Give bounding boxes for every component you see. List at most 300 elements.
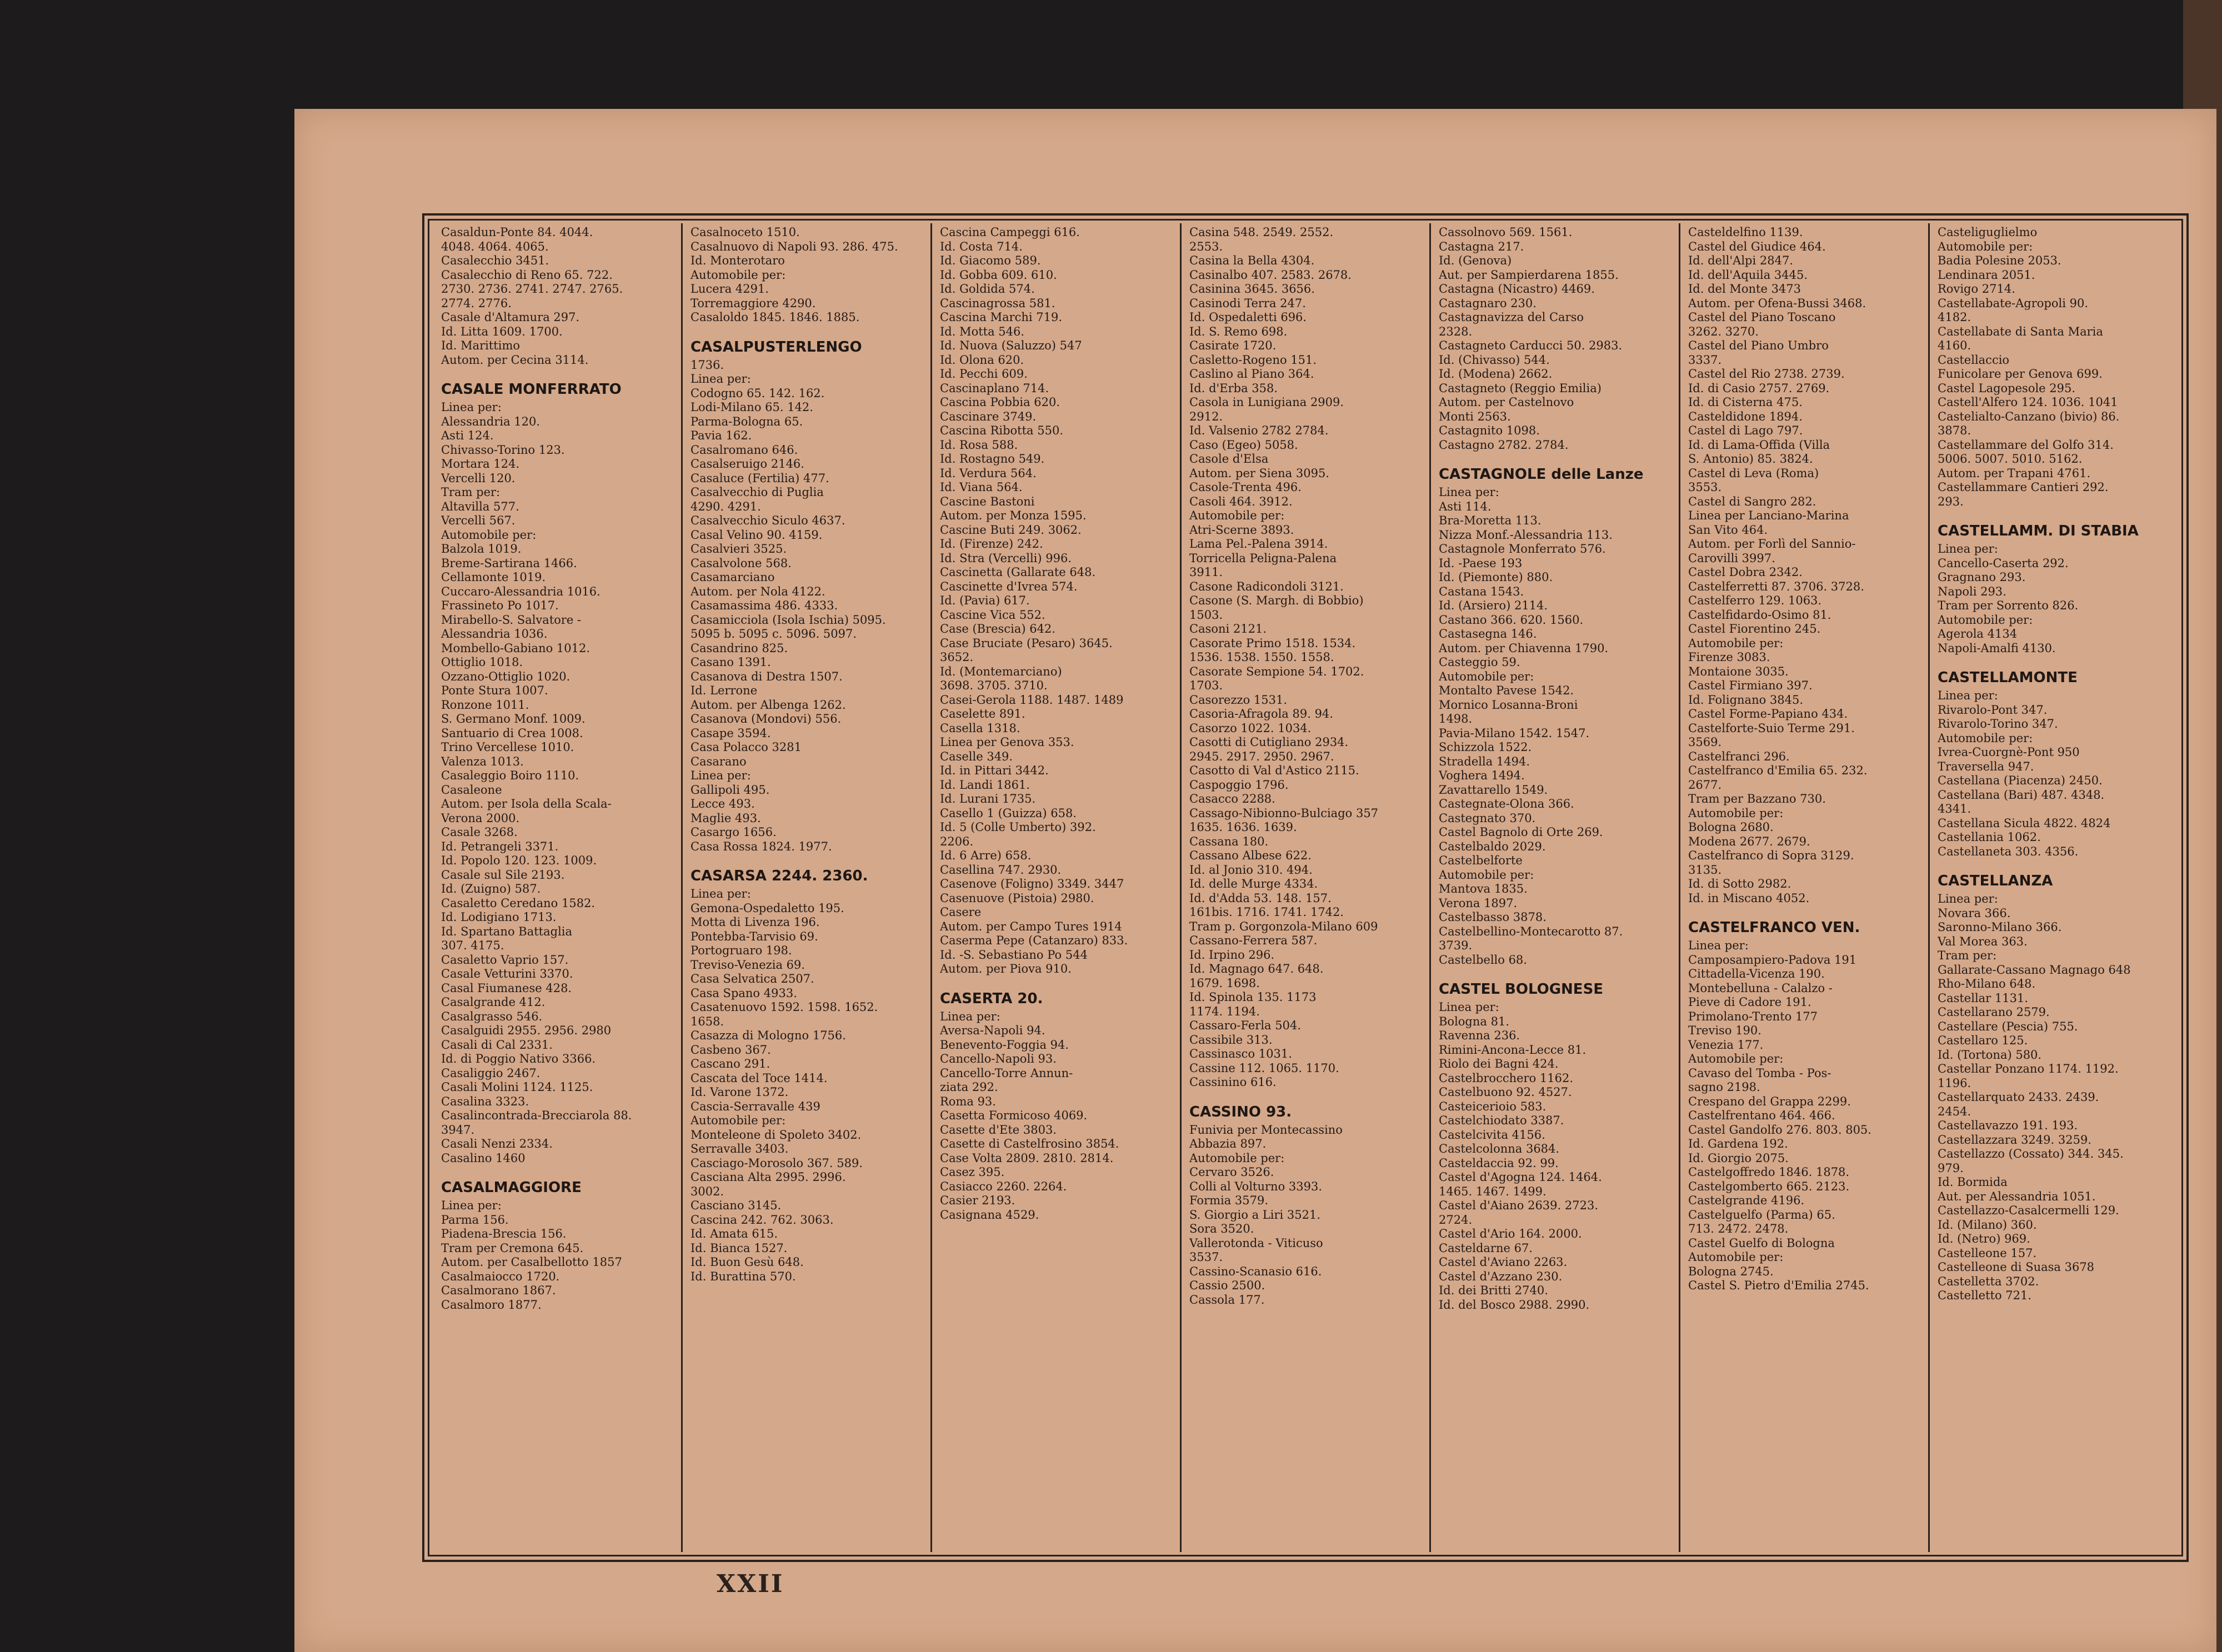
index-entry: Id. S. Remo 698.	[1189, 324, 1288, 338]
index-entry: Gemona-Ospedaletto 195.	[690, 901, 844, 915]
index-entry: Aversa-Napoli 94.	[940, 1024, 1045, 1037]
index-entry: 3135.	[1688, 863, 1722, 877]
index-entry: Id. Verdura 564.	[940, 466, 1037, 480]
index-entry: Linea per:	[1439, 485, 1499, 499]
index-entry: Casone Radicondoli 3121.	[1189, 579, 1344, 593]
index-entry: Ottiglio 1018.	[441, 655, 523, 669]
index-entry: 1736.	[690, 358, 724, 372]
index-entry: Castelferro 129. 1063.	[1688, 594, 1822, 607]
index-entry: Casalguidi 2955. 2956. 2980	[441, 1024, 612, 1037]
index-entry: Gragnano 293.	[1938, 570, 2026, 584]
index-entry: Ozzano-Ottiglio 1020.	[441, 669, 570, 683]
index-entry: Id. in Pittari 3442.	[940, 764, 1049, 777]
index-entry: Autom. per Isola della Scala-	[441, 797, 612, 810]
index-entry: 5006. 5007. 5010. 5162.	[1938, 452, 2083, 465]
index-entry: Casole d'Elsa	[1189, 452, 1269, 465]
index-entry: Castelialto-Canzano (bivio) 86.	[1938, 409, 2120, 423]
index-entry: Pontebba-Tarvisio 69.	[690, 929, 818, 943]
index-entry: Id. Ospedaletti 696.	[1189, 311, 1307, 324]
index-entry: 4048. 4064. 4065.	[441, 239, 549, 253]
index-entry: Bologna 2745.	[1688, 1264, 1774, 1278]
index-entry: Frassineto Po 1017.	[441, 599, 559, 612]
index-entry: Id. (Piemonte) 880.	[1439, 570, 1553, 584]
index-entry: Abbazia 897.	[1189, 1137, 1267, 1150]
index-entry: Treviso-Venezia 69.	[690, 958, 805, 972]
index-entry: Case Volta 2809. 2810. 2814.	[940, 1151, 1114, 1165]
index-entry: Cascine Buti 249. 3062.	[940, 523, 1082, 537]
index-entry: 3002.	[690, 1184, 724, 1198]
index-entry: Maglie 493.	[690, 811, 761, 825]
index-entry: Casoli 464. 3912.	[1189, 494, 1293, 508]
index-entry: Automobile per:	[1439, 868, 1534, 882]
index-entry: 2553.	[1189, 239, 1223, 253]
index-entry: Cascinette d'Ivrea 574.	[940, 579, 1078, 593]
index-entry: Castagnito 1098.	[1439, 424, 1540, 437]
index-column	[932, 223, 1182, 1552]
index-entry: sagno 2198.	[1688, 1080, 1760, 1094]
index-entry: Castellarquato 2433. 2439.	[1938, 1090, 2099, 1104]
index-entry: Castellammare Cantieri 292.	[1938, 480, 2109, 494]
index-entry: ziata 292.	[940, 1080, 998, 1094]
index-entry: Casenove (Foligno) 3349. 3447	[940, 877, 1124, 890]
index-entry: Casalvieri 3525.	[690, 542, 787, 555]
index-entry: Castel d'Aiano 2639. 2723.	[1439, 1199, 1598, 1212]
index-entry: Montebelluna - Calalzo -	[1688, 981, 1833, 995]
index-entry: Casape 3594.	[690, 726, 771, 740]
index-entry: Alessandria 1036.	[441, 627, 548, 640]
index-entry: Castel Guelfo di Bologna	[1688, 1236, 1835, 1250]
index-entry: Saronno-Milano 366.	[1938, 920, 2062, 934]
index-entry: Casaleggio Boiro 1110.	[441, 769, 579, 782]
index-entry: Casoria-Afragola 89. 94.	[1189, 707, 1333, 720]
section-heading: CASERTA 20.	[940, 990, 1043, 1007]
index-entry: Id. Gardena 192.	[1688, 1137, 1788, 1150]
index-entry: Autom. per Chiavenna 1790.	[1439, 641, 1609, 655]
index-entry: Castagna 217.	[1439, 239, 1524, 253]
index-entry: Voghera 1494.	[1439, 769, 1525, 782]
index-entry: Formia 3579.	[1189, 1194, 1269, 1207]
index-entry: Tram per Cremona 645.	[441, 1241, 584, 1255]
index-entry: 1679. 1698.	[1189, 976, 1260, 990]
index-columns	[433, 223, 2178, 1552]
index-entry: Santuario di Crea 1008.	[441, 726, 583, 740]
index-entry: 307. 4175.	[441, 939, 504, 952]
index-entry: Castel Firmiano 397.	[1688, 679, 1813, 692]
section-heading: CASARSA 2244. 2360.	[690, 868, 868, 884]
index-entry: Castelleone 157.	[1938, 1246, 2037, 1260]
index-entry: Castelletta 3702.	[1938, 1274, 2039, 1288]
index-entry: Verona 2000.	[441, 811, 520, 825]
index-entry: Castegnate-Olona 366.	[1439, 797, 1574, 810]
index-entry: Montalto Pavese 1542.	[1439, 684, 1574, 697]
index-entry: Aut. per Sampierdarena 1855.	[1439, 268, 1619, 282]
index-entry: Id. (Montemarciano)	[940, 664, 1062, 678]
index-entry: Rovigo 2714.	[1938, 282, 2015, 296]
index-entry: Autom. per Nola 4122.	[690, 584, 825, 598]
index-entry: Cassinasco 1031.	[1189, 1047, 1292, 1060]
index-entry: Id. Nuova (Saluzzo) 547	[940, 339, 1082, 352]
index-entry: Id. (Netro) 969.	[1938, 1232, 2030, 1245]
index-entry: Castel del Piano Toscano	[1688, 311, 1836, 324]
index-entry: Altavilla 577.	[441, 499, 519, 513]
index-entry: Castagneto Carducci 50. 2983.	[1439, 339, 1623, 352]
index-entry: 3878.	[1938, 424, 1971, 437]
index-entry: Caselle 349.	[940, 749, 1013, 763]
index-entry: Bologna 81.	[1439, 1014, 1509, 1028]
index-entry: Casalvolone 568.	[690, 556, 792, 570]
index-entry: Castellazzo (Cossato) 344. 345.	[1938, 1147, 2124, 1160]
index-entry: Castellazzara 3249. 3259.	[1938, 1133, 2091, 1147]
index-entry: Ivrea-Cuorgnè-Pont 950	[1938, 745, 2080, 759]
index-entry: Casano 1391.	[690, 655, 771, 669]
index-entry: Castel S. Pietro d'Emilia 2745.	[1688, 1279, 1869, 1292]
index-entry: Id. dell'Alpi 2847.	[1688, 254, 1793, 267]
index-entry: Cancello-Torre Annun-	[940, 1066, 1073, 1080]
index-entry: Parma 156.	[441, 1213, 509, 1227]
index-entry: Ponte Stura 1007.	[441, 684, 548, 697]
index-entry: Casciano 3145.	[690, 1199, 782, 1212]
index-entry: Cassaro-Ferla 504.	[1189, 1019, 1301, 1032]
index-entry: Castel del Rio 2738. 2739.	[1688, 367, 1845, 381]
index-entry: Id. Popolo 120. 123. 1009.	[441, 854, 597, 867]
index-entry: Castellarano 2579.	[1938, 1005, 2050, 1019]
index-entry: Caspoggio 1796.	[1189, 778, 1289, 792]
index-entry: Id. Spinola 135. 1173	[1189, 990, 1317, 1004]
index-entry: Id. 6 Arre) 658.	[940, 849, 1032, 862]
index-entry: Castelbelforte	[1439, 854, 1523, 867]
index-entry: Casalnuovo di Napoli 93. 286. 475.	[690, 239, 898, 253]
index-entry: Casamassima 486. 4333.	[690, 599, 838, 612]
index-entry: Castellar Ponzano 1174. 1192.	[1938, 1062, 2119, 1075]
index-entry: Autom. per Forlì del Sannio-	[1688, 537, 1856, 550]
index-entry: Casaliggio 2467.	[441, 1066, 541, 1080]
index-entry: Cassibile 313.	[1189, 1033, 1273, 1047]
index-entry: Casteicerioio 583.	[1439, 1099, 1547, 1113]
index-entry: Casaleone	[441, 783, 502, 797]
index-entry: Castellaro 125.	[1938, 1034, 2028, 1047]
index-entry: Casellina 747. 2930.	[940, 863, 1062, 877]
index-entry: Casa Spano 4933.	[690, 986, 797, 1000]
index-entry: Automobile per:	[441, 528, 537, 542]
index-entry: Cavaso del Tomba - Pos-	[1688, 1066, 1831, 1080]
index-entry: Castagna (Nicastro) 4469.	[1439, 282, 1595, 296]
index-entry: Id. di Lama-Offida (Villa	[1688, 438, 1830, 452]
index-entry: Nizza Monf.-Alessandria 113.	[1439, 528, 1613, 542]
index-entry: Castagno 2782. 2784.	[1439, 438, 1569, 452]
index-entry: Casello 1 (Guizza) 658.	[940, 806, 1077, 820]
index-entry: Id. dei Britti 2740.	[1439, 1284, 1548, 1297]
index-entry: Zavattarello 1549.	[1439, 783, 1548, 797]
index-entry: Castel del Piano Umbro	[1688, 339, 1829, 352]
index-entry: Castellaccio	[1938, 353, 2010, 367]
index-entry: Bologna 2680.	[1688, 820, 1774, 834]
index-entry: 2774. 2776.	[441, 296, 512, 310]
index-entry: Id. Olona 620.	[940, 353, 1024, 367]
index-entry: Automobile per:	[1688, 1052, 1784, 1065]
index-entry: Linea per Lanciano-Marina	[1688, 509, 1849, 522]
index-entry: Casaldun-Ponte 84. 4044.	[441, 226, 593, 239]
index-entry: Casetta Formicoso 4069.	[940, 1109, 1088, 1122]
index-entry: Firenze 3083.	[1688, 650, 1770, 664]
index-entry: Casal Velino 90. 4159.	[690, 528, 823, 542]
index-entry: Val Morea 363.	[1938, 934, 2028, 948]
index-entry: Portogruaro 198.	[690, 944, 792, 957]
index-entry: Casatenuovo 1592. 1598. 1652.	[690, 1000, 878, 1014]
index-entry: Casanova di Destra 1507.	[690, 669, 843, 683]
index-entry: Linea per:	[1938, 892, 1998, 905]
index-entry: 2677.	[1688, 778, 1722, 792]
index-entry: Castelchiodato 3387.	[1439, 1114, 1564, 1127]
index-entry: Casa Rossa 1824. 1977.	[690, 839, 832, 853]
index-entry: Id. Lodigiano 1713.	[441, 910, 557, 924]
index-entry: Castellare (Pescia) 755.	[1938, 1019, 2078, 1033]
index-entry: Castellazzo-Casalcermelli 129.	[1938, 1204, 2119, 1217]
index-entry: San Vito 464.	[1688, 523, 1768, 537]
index-entry: Casa Selvatica 2507.	[690, 972, 814, 985]
index-entry: Id. Costa 714.	[940, 239, 1023, 253]
index-entry: 1498.	[1439, 712, 1473, 725]
index-entry: Casalino 1460	[441, 1151, 526, 1165]
index-entry: Automobile per:	[1189, 509, 1285, 522]
index-entry: Colli al Volturno 3393.	[1189, 1179, 1323, 1193]
index-entry: Tram p. Gorgonzola-Milano 609	[1189, 919, 1378, 933]
index-entry: Casalmoro 1877.	[441, 1298, 542, 1311]
index-entry: Asti 124.	[441, 429, 494, 442]
index-entry: Casiacco 2260. 2264.	[940, 1179, 1067, 1193]
index-entry: Id. Pecchi 609.	[940, 367, 1028, 381]
index-entry: Casalecchio 3451.	[441, 254, 549, 267]
index-entry: Casacco 2288.	[1189, 792, 1275, 805]
index-entry: 3262. 3270.	[1688, 324, 1759, 338]
index-entry: Alessandria 120.	[441, 414, 541, 428]
index-entry: Casarano	[690, 754, 747, 768]
index-entry: Motta di Livenza 196.	[690, 915, 820, 929]
index-entry: Id. Lurani 1735.	[940, 792, 1036, 805]
index-entry: 1503.	[1189, 608, 1223, 622]
index-entry: Id. del Bosco 2988. 2990.	[1439, 1298, 1590, 1311]
section-heading: CASALMAGGIORE	[441, 1179, 582, 1196]
index-entry: Castelgomberto 665. 2123.	[1688, 1179, 1850, 1193]
index-entry: Castel di Sangro 282.	[1688, 494, 1816, 508]
index-entry: 1465. 1467. 1499.	[1439, 1184, 1547, 1198]
index-entry: Id. in Miscano 4052.	[1688, 891, 1810, 905]
index-entry: 2454.	[1938, 1104, 1971, 1118]
index-entry: Casale Vetturini 3370.	[441, 967, 573, 980]
index-entry: Castelfidardo-Osimo 81.	[1688, 608, 1831, 622]
index-entry: Montaione 3035.	[1688, 664, 1789, 678]
index-entry: Id. (Genova)	[1439, 254, 1512, 267]
index-entry: Caslino al Piano 364.	[1189, 367, 1314, 381]
index-entry: 3911.	[1189, 565, 1223, 579]
index-entry: Schizzola 1522.	[1439, 740, 1532, 754]
index-entry: Castagnaro 230.	[1439, 296, 1537, 310]
index-entry: Stradella 1494.	[1439, 754, 1530, 768]
section-heading: CASALE MONFERRATO	[441, 381, 622, 398]
index-entry: Casette d'Ete 3803.	[940, 1123, 1057, 1137]
index-entry: 2328.	[1439, 324, 1473, 338]
index-entry: Casaletto Vaprio 157.	[441, 953, 569, 967]
index-entry: Casamarciano	[690, 570, 775, 584]
section-heading: CASTELLAMM. DI STABIA	[1938, 523, 2139, 539]
index-entry: Casanova (Mondovi) 556.	[690, 712, 842, 725]
index-entry: Lecce 493.	[690, 797, 755, 810]
index-entry: 4160.	[1938, 339, 1971, 352]
index-entry: Castelbello 68.	[1439, 953, 1527, 967]
index-entry: 3569.	[1688, 735, 1722, 749]
index-entry: Casola in Lunigiana 2909.	[1189, 396, 1344, 409]
index-entry: Id. di Sotto 2982.	[1688, 877, 1791, 890]
index-entry: Castel d'Azzano 230.	[1439, 1269, 1563, 1283]
index-entry: Linea per:	[1938, 689, 1998, 702]
index-entry: 2724.	[1439, 1213, 1473, 1227]
index-entry: Traversella 947.	[1938, 759, 2034, 773]
index-entry: Castellammare del Golfo 314.	[1938, 438, 2114, 452]
index-entry: Napoli-Amalfi 4130.	[1938, 641, 2056, 655]
index-entry: Case Bruciate (Pesaro) 3645.	[940, 636, 1113, 650]
index-entry: Id. -S. Sebastiano Po 544	[940, 948, 1088, 962]
index-entry: Linea per:	[441, 401, 502, 414]
index-entry: Asti 114.	[1439, 499, 1492, 513]
index-entry: Id. (Arsiero) 2114.	[1439, 599, 1548, 612]
index-entry: Casenuove (Pistoia) 2980.	[940, 891, 1094, 905]
index-entry: Casaletto Ceredano 1582.	[441, 896, 595, 910]
index-entry: Linea per Genova 353.	[940, 735, 1074, 749]
index-entry: Cassolnovo 569. 1561.	[1439, 226, 1573, 239]
index-entry: Monti 2563.	[1439, 409, 1511, 423]
index-entry: Funivia per Montecassino	[1189, 1123, 1343, 1137]
index-entry: 4182.	[1938, 311, 1971, 324]
index-entry: Tram per Bazzano 730.	[1688, 792, 1826, 805]
index-entry: Id. Varone 1372.	[690, 1085, 789, 1099]
index-entry: Casella 1318.	[940, 721, 1020, 735]
index-entry: Ravenna 236.	[1439, 1029, 1520, 1042]
index-entry: Gallarate-Cassano Magnago 648	[1938, 963, 2131, 977]
index-entry: Id. Folignano 3845.	[1688, 693, 1804, 707]
index-entry: Casletto-Rogeno 151.	[1189, 353, 1317, 367]
index-entry: Piadena-Brescia 156.	[441, 1227, 567, 1240]
index-entry: Casteggio 59.	[1439, 655, 1520, 669]
index-entry: Id. Valsenio 2782 2784.	[1189, 424, 1329, 437]
index-entry: Cascine Vica 552.	[940, 608, 1045, 622]
index-entry: Cascinare 3749.	[940, 409, 1037, 423]
index-entry: 4290. 4291.	[690, 499, 761, 513]
index-entry: Venezia 177.	[1688, 1038, 1764, 1052]
index-entry: Caso (Egeo) 5058.	[1189, 438, 1298, 452]
index-entry: Casina la Bella 4304.	[1189, 254, 1315, 267]
index-entry: Castel Dobra 2342.	[1688, 565, 1803, 579]
index-entry: Casale d'Altamura 297.	[441, 311, 580, 324]
index-entry: Casotto di Val d'Astico 2115.	[1189, 764, 1359, 777]
index-entry: Cascina 242. 762. 3063.	[690, 1213, 834, 1227]
index-entry: Castell'Alfero 124. 1036. 1041	[1938, 396, 2118, 409]
index-entry: 4341.	[1938, 802, 1971, 815]
index-entry: Casorezzo 1531.	[1189, 693, 1288, 707]
index-entry: Riolo dei Bagni 424.	[1439, 1057, 1559, 1070]
index-entry: 979.	[1938, 1161, 1964, 1175]
index-entry: Castelbuono 92. 4527.	[1439, 1085, 1572, 1099]
index-entry: Cascano 291.	[690, 1057, 770, 1070]
index-entry: Id. Monterotaro	[690, 254, 785, 267]
index-entry: Vallerotonda - Viticuso	[1189, 1236, 1323, 1250]
index-entry: Cittadella-Vicenza 190.	[1688, 967, 1825, 980]
index-entry: Id. Bormida	[1938, 1175, 2008, 1189]
index-entry: Castelbaldo 2029.	[1439, 839, 1546, 853]
index-entry: Casazza di Mologno 1756.	[690, 1029, 846, 1042]
index-entry: Id. delle Murge 4334.	[1189, 877, 1318, 890]
index-entry: Lama Pel.-Palena 3914.	[1189, 537, 1328, 550]
index-entry: 3739.	[1439, 939, 1473, 952]
index-entry: Badia Polesine 2053.	[1938, 254, 2061, 267]
index-entry: Casale sul Sile 2193.	[441, 868, 565, 882]
index-entry: 3652.	[940, 650, 974, 664]
index-entry: Castellana Sicula 4822. 4824	[1938, 816, 2111, 830]
index-entry: Novara 366.	[1938, 906, 2011, 920]
index-entry: Casinodi Terra 247.	[1189, 296, 1306, 310]
book-page	[294, 109, 2216, 1652]
index-entry: Id. Burattina 570.	[690, 1269, 796, 1283]
index-entry: Treviso 190.	[1688, 1024, 1761, 1037]
index-entry: Casteldaccia 92. 99.	[1439, 1156, 1559, 1170]
index-entry: Monteleone di Spoleto 3402.	[690, 1128, 862, 1142]
index-entry: Rivarolo-Torino 347.	[1938, 717, 2058, 730]
index-entry: Id. Amata 615.	[690, 1227, 778, 1240]
index-entry: Castel d'Ario 164. 2000.	[1439, 1227, 1582, 1240]
index-entry: Castagnavizza del Carso	[1439, 311, 1584, 324]
index-entry: Bra-Moretta 113.	[1439, 514, 1542, 527]
index-entry: Id. Landi 1861.	[940, 778, 1030, 792]
index-entry: Castel Gandolfo 276. 803. 805.	[1688, 1123, 1871, 1137]
index-entry: Linea per:	[690, 372, 751, 386]
index-entry: Casirate 1720.	[1189, 339, 1277, 352]
index-entry: Casalina 3323.	[441, 1094, 529, 1108]
index-entry: Casali Nenzi 2334.	[441, 1137, 553, 1150]
index-entry: Casalnoceto 1510.	[690, 226, 800, 239]
section-heading: CASTELFRANCO VEN.	[1688, 919, 1860, 936]
index-entry: Agerola 4134	[1938, 627, 2018, 640]
index-entry: Casier 2193.	[940, 1194, 1015, 1207]
index-entry: Gallipoli 495.	[690, 783, 770, 797]
index-entry: 161bis. 1716. 1741. 1742.	[1189, 905, 1344, 919]
index-entry: 2206.	[940, 834, 974, 848]
index-entry: Id. Giacomo 589.	[940, 254, 1041, 267]
index-entry: Automobile per:	[1688, 636, 1784, 650]
index-entry: Castelletto 721.	[1938, 1289, 2032, 1302]
index-entry: Mortara 124.	[441, 457, 520, 470]
index-entry: Linea per:	[1439, 1000, 1499, 1014]
index-entry: Trino Vercellese 1010.	[441, 740, 574, 754]
index-entry: Valenza 1013.	[441, 754, 524, 768]
index-entry: Vercelli 567.	[441, 514, 516, 527]
index-entry: Castelferretti 87. 3706. 3728.	[1688, 579, 1864, 593]
index-entry: Castellar 1131.	[1938, 991, 2029, 1005]
index-entry: Autom. per Monza 1595.	[940, 509, 1087, 522]
index-entry: Castelfranco di Sopra 3129.	[1688, 849, 1854, 862]
index-entry: Id. Viana 564.	[940, 480, 1023, 494]
index-entry: Cassano Albese 622.	[1189, 849, 1312, 862]
index-entry: 713. 2472. 2478.	[1688, 1222, 1789, 1235]
index-entry: S. Antonio) 85. 3824.	[1688, 452, 1813, 465]
index-entry: Castellana (Piacenza) 2450.	[1938, 774, 2103, 787]
index-entry: Casbeno 367.	[690, 1043, 771, 1057]
index-entry: Id. Magnago 647. 648.	[1189, 962, 1324, 975]
index-column	[1431, 223, 1680, 1552]
index-entry: Id. Litta 1609. 1700.	[441, 324, 563, 338]
index-entry: Torremaggiore 4290.	[690, 296, 816, 310]
index-entry: Rho-Milano 648.	[1938, 977, 2036, 990]
index-entry: Casalmorano 1867.	[441, 1284, 556, 1297]
index-entry: Casina 548. 2549. 2552.	[1189, 226, 1334, 239]
index-entry: Castel del Giudice 464.	[1688, 239, 1826, 253]
